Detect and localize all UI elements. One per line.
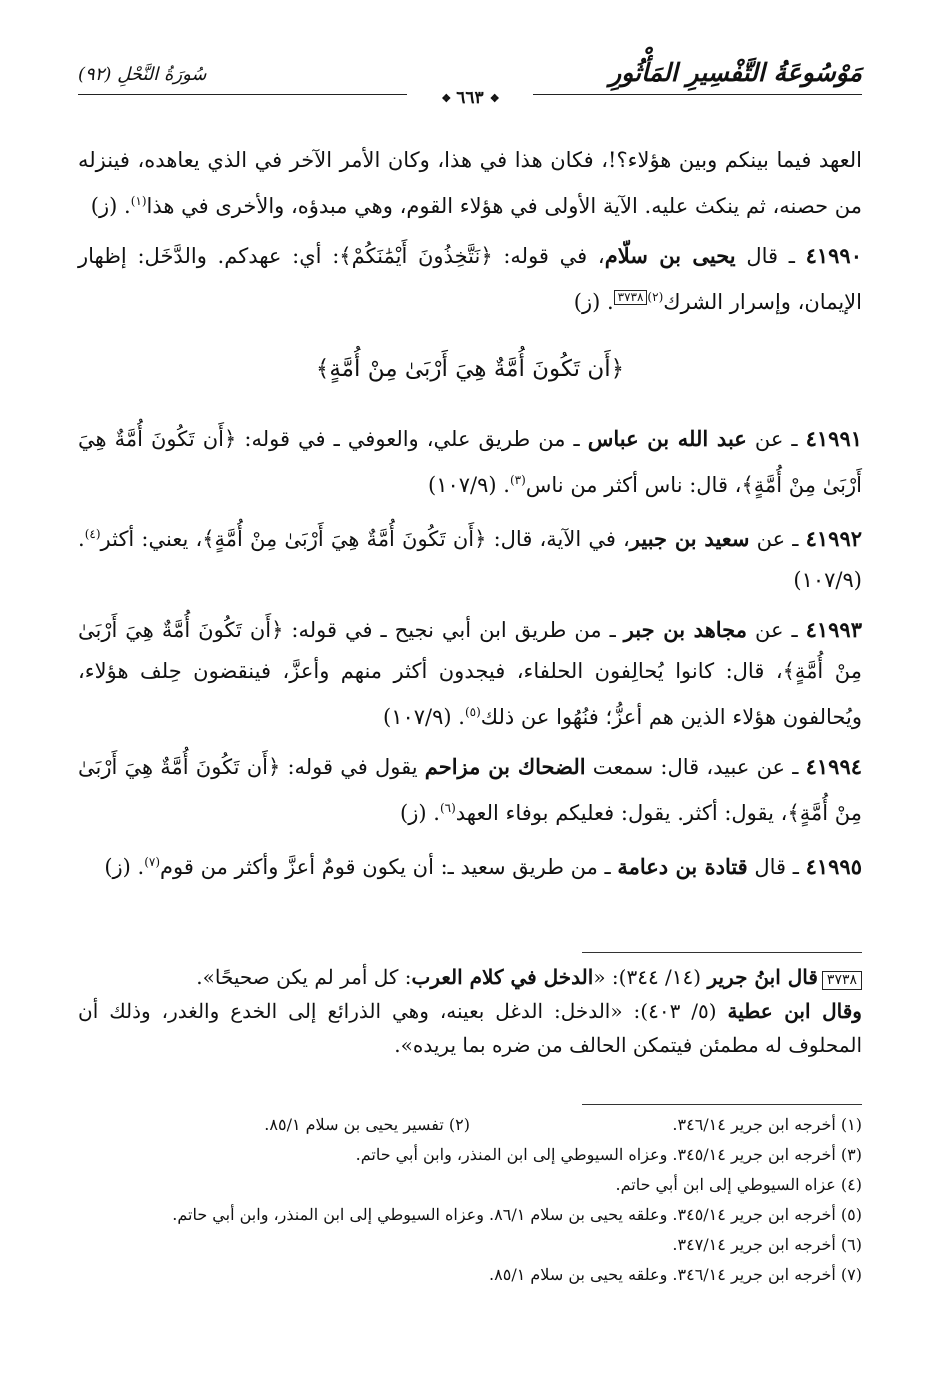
narration-lead: ـ عن عبيد، قال: سمعت [585,755,806,779]
commentary-text [78,960,862,994]
narration-text: أن يكون قومٌ أعزَّ وأكثر من قوم [160,855,434,879]
narration-41991 [78,418,862,506]
ornament-icon: ❖ [441,91,451,105]
source-tag: . (ز) [90,194,131,218]
commentary-text-part: (٥/ ٤٠٣): «الدخل: الدغل بعينه، وهي الذرائع إلى الخدع والغدر، وذلك أن المحلوف له مطمئن فيتمكن الحالف من ضره بما يريده». [78,999,862,1057]
narration-number: ٤١٩٩١ [805,426,863,451]
narrator-name: يحيى بن سلّام [604,243,736,268]
footnote-5: (٥) أخرجه ابن جرير ٣٤٥/١٤. وعلقه يحيى بن سلام ٨٦/١. وعزاه السيوطي إلى ابن المنذر، وابن أبي حاتم. [172,1205,862,1224]
footnote-ref[interactable]: (٤) [84,527,101,541]
page-number [441,88,498,108]
main-text [78,140,862,896]
narration-text: يقول في قوله: [280,755,425,779]
source-tag: . (١٠٧/٩) [78,527,862,592]
commentary-text [78,994,862,1062]
commentary-separator [582,952,862,953]
narration-text: : أي: عهدكم. والدَّخَل: إظهار الإيمان، وإسرار الشرك [78,244,862,314]
header-rule-left [78,94,407,95]
sura-title: سُورَةُ النَّحْلِ (٩٢) [78,64,207,85]
source-tag: . (ز) [104,855,145,879]
source-tag: . (ز) [400,801,440,825]
narration-number: ٤١٩٩٢ [805,526,863,551]
narration-41993 [78,609,862,738]
footnote-ref[interactable]: (٥) [464,705,481,719]
commentary-text-part: (١٤/ ٣٤٤): « [593,965,708,989]
footnote-ref[interactable]: (١) [130,194,147,208]
source-tag: . (ز) [573,290,614,314]
footnote-ref[interactable]: (٦) [439,801,456,815]
narration-text: ـ من طريق علي، والعوفي ـ في قوله: [236,427,588,451]
source-tag: . (١٠٧/٩) [427,473,510,497]
footnote-1: (١) أخرجه ابن جرير ٣٤٦/١٤. [672,1115,862,1134]
footnotes-section [78,1110,862,1290]
narrator-name: عبد الله بن عباس [587,426,747,451]
narration-text: ، يعني: أكثر [100,527,203,551]
paragraph-text: العهد فيما بينكم وبين هؤلاء؟!، فكان هذا في هذا، وكان الأمر الآخر في الذي يعاهده، فينزله من حصنه، ثم ينكث عليه. الآية الأولى في هؤلاء القوم، وهي مبدؤه، والأخرى في هذا [78,148,862,218]
footnote-row [78,1110,862,1140]
narration-lead: ـ قال [747,855,806,879]
narration-number: ٤١٩٩٤ [805,754,863,779]
narration-lead: ـ عن [746,427,806,451]
footnote-ref[interactable]: (٣) [509,473,526,487]
page-header [78,58,862,106]
narration-number: ٤١٩٩٥ [805,854,862,879]
footnotes-separator [582,1104,862,1105]
narration-text: ، في الآية، قال: [486,527,630,551]
book-title: مَوْسُوعَةُ التَّفْسِيرِ المَأْثُورِ [609,58,862,87]
footnote-2: (٢) تفسير يحيى بن سلام ٨٥/١. [264,1115,470,1134]
intro-paragraph [78,140,862,227]
footnote-4: (٤) عزاه السيوطي إلى ابن أبي حاتم. [615,1175,862,1194]
narration-text: ، يقول: أكثر. يقول: فعليكم بوفاء العهد [455,801,788,825]
narration-lead: ـ عن [746,618,806,642]
footnote-ref[interactable]: (٧) [144,855,161,869]
footnote-ref[interactable]: (٢) [647,290,664,304]
narrator-name: مجاهد بن جبر [623,617,747,642]
quran-quote: ﴿أَن تَكُونَ أُمَّةٌ هِيَ أَرْبَىٰ مِنْ أُمَّةٍ﴾ [202,527,487,551]
quran-quote: ﴿أَن تَكُونَ أُمَّةٌ هِيَ أَرْبَىٰ مِنْ أُمَّةٍ﴾ [78,755,862,825]
commentary-emphasis: الدخل في كلام العرب [411,965,594,989]
footnote-7: (٧) أخرجه ابن جرير ٣٤٦/١٤. وعلقه يحيى بن سلام ٨٥/١. [489,1265,862,1284]
commentary-ref-box[interactable]: ٣٧٣٨ [614,290,648,305]
header-rule-right [533,94,862,95]
footnote-6: (٦) أخرجه ابن جرير ٣٤٧/١٤. [672,1235,862,1254]
narration-text: ـ من طريق ابن أبي نجيح ـ في قوله: [283,618,624,642]
narration-text: ، في قوله: [492,244,605,268]
narration-41992 [78,514,862,601]
page-number-value: ٦٦٣ [456,88,484,108]
commentary-number-box: ٣٧٣٨ [822,971,862,990]
narration-41995 [78,842,862,888]
narration-41994 [78,746,862,834]
quran-quote: ﴿نَتَّخِذُونَ أَيْمَٰنَكُمْ﴾ [339,244,493,268]
quran-quote: ﴿أَن تَكُونَ أُمَّةٌ هِيَ أَرْبَىٰ مِنْ أُمَّةٍ﴾ [78,618,862,683]
source-tag: . (١٠٧/٩) [383,705,465,729]
narrator-name: الضحاك بن مزاحم [424,754,586,779]
commentary-text-part: : كل أمر لم يكن صحيحًا». [196,965,412,989]
narrator-name: سعيد بن جبير [629,526,750,551]
narration-text: ، قال: كانوا يُحالِفون الحلفاء، فيجدون أكثر منهم وأعزَّ، فينقضون حِلف هؤلاء، ويُحالفون هؤلاء الذين هم أعزُّ؛ فنُهُوا عن ذلك [78,659,862,729]
commentary-author: قال ابنُ جرير [707,965,818,989]
narration-lead: ـ قال [735,244,806,268]
ornament-icon: ❖ [489,91,499,105]
quran-quote: ﴿أَن تَكُونَ أُمَّةٌ هِيَ أَرْبَىٰ مِنْ أُمَّةٍ﴾ [78,427,862,497]
commentary-author: وقال ابن عطية [727,999,862,1023]
narrator-name: قتادة بن دعامة [617,854,748,879]
commentary-section [78,960,862,1062]
narration-number: ٤١٩٩٠ [805,243,862,268]
footnote-3: (٣) أخرجه ابن جرير ٣٤٥/١٤. وعزاه السيوطي إلى ابن المنذر، وابن أبي حاتم. [355,1145,862,1164]
verse-heading: ﴿أَن تَكُونَ أُمَّةٌ هِيَ أَرْبَىٰ مِنْ أُمَّةٍ﴾ [315,356,625,382]
narration-41990 [78,235,862,323]
narration-lead: ـ عن [749,527,806,551]
narration-text: ، قال: ناس أكثر من ناس [525,473,742,497]
narration-text: ـ من طريق سعيد ـ: [433,855,618,879]
narration-number: ٤١٩٩٣ [805,617,862,642]
